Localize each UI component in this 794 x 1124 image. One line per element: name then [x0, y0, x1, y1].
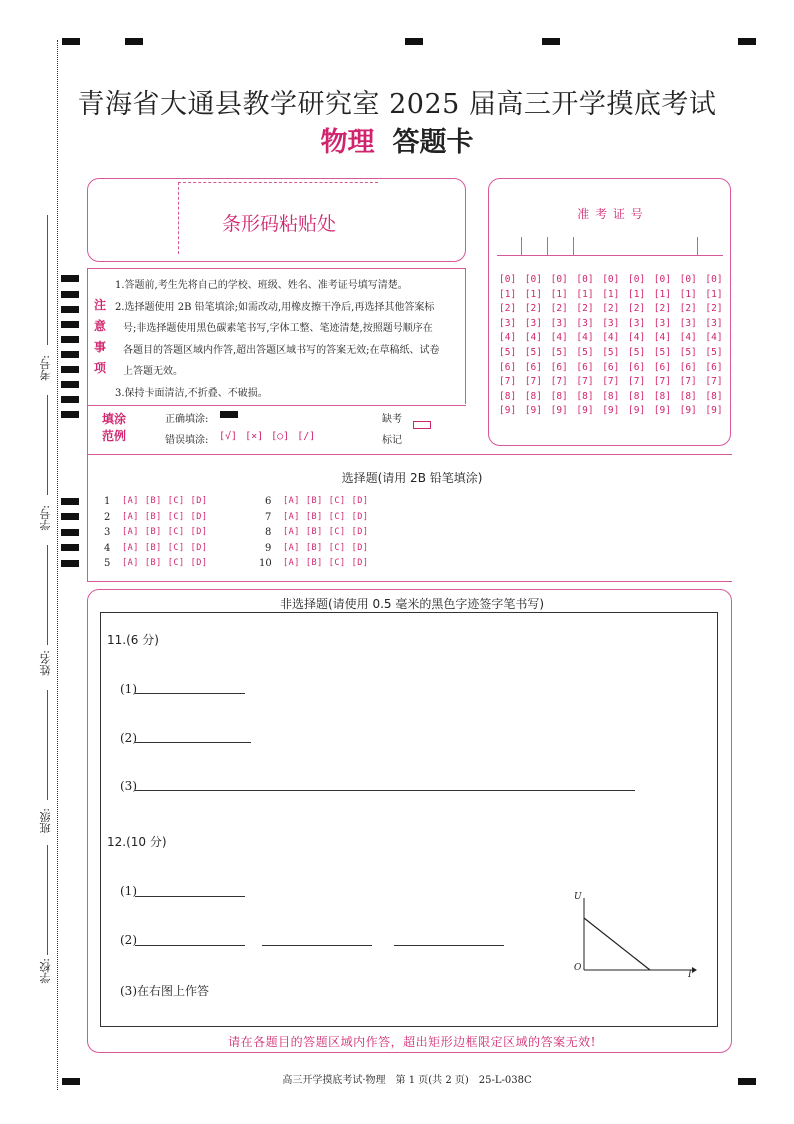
choice-option-bubble[interactable]: [B] [305, 558, 323, 568]
exam-id-bubble[interactable]: [1] [550, 288, 568, 300]
choice-option-bubble[interactable]: [A] [122, 496, 139, 506]
school-label: 学校: [39, 958, 52, 984]
exam-id-bubble[interactable]: [4] [602, 332, 620, 344]
exam-id-bubble[interactable]: [2] [499, 303, 517, 315]
exam-id-bubble[interactable]: [6] [499, 361, 517, 373]
exam-id-bubble[interactable]: [8] [705, 390, 723, 402]
exam-title: 青海省大通县教学研究室 2025 届高三开学摸底考试 [77, 89, 717, 120]
exam-id-bubble[interactable]: [0] [576, 274, 594, 285]
q12-part2-line-a[interactable] [135, 945, 245, 946]
position-mark [542, 38, 560, 45]
question-number: 7 [265, 511, 272, 523]
exam-id-bubble[interactable]: [2] [679, 303, 697, 315]
choice-option-bubble[interactable]: [B] [144, 511, 162, 522]
exam-id-bubble[interactable]: [0] [628, 274, 646, 285]
exam-id-bubble[interactable]: [3] [576, 317, 594, 329]
exam-id-write-row[interactable] [497, 237, 723, 256]
correct-fill-label: 正确填涂: [165, 414, 209, 425]
graph-x-label: I [688, 970, 692, 980]
choice-option-bubble[interactable]: [B] [144, 558, 162, 568]
choice-option-bubble[interactable]: [D] [351, 542, 369, 553]
cut-line [57, 40, 58, 1090]
exam-id-bubble[interactable]: [4] [705, 332, 723, 344]
subject-name: 物理 [320, 127, 375, 158]
exam-id-bubble[interactable]: [5] [524, 347, 542, 358]
exam-id-bubble[interactable]: [9] [653, 405, 671, 417]
exam-id-bubble[interactable]: [5] [576, 347, 594, 358]
exam-id-bubble[interactable]: [8] [679, 390, 697, 402]
exam-id-bubble[interactable]: [3] [524, 317, 542, 329]
choice-title: 选择题(请用 2B 铅笔填涂) [341, 471, 483, 485]
position-mark [738, 38, 756, 45]
exam-id-bubble[interactable]: [2] [550, 303, 568, 315]
exam-id-bubble[interactable]: [4] [628, 332, 646, 344]
exam-id-bubble[interactable]: [0] [602, 274, 620, 285]
page-footer: 高三开学摸底考试·物理 第 1 页(共 2 页) 25-L-038C [282, 1075, 532, 1086]
exam-id-bubble[interactable]: [7] [679, 376, 697, 388]
exam-id-bubble[interactable]: [3] [653, 317, 671, 329]
nonchoice-title: 非选择题(请使用 0.5 毫米的黑色字迹签字笔书写) [279, 597, 545, 611]
absent-label1: 缺考 [382, 414, 402, 425]
choice-option-bubble[interactable]: [C] [328, 542, 346, 553]
exam-id-bubble[interactable]: [9] [628, 405, 646, 417]
exam-id-bubble[interactable]: [2] [705, 303, 723, 315]
exam-id-bubble[interactable]: [9] [705, 405, 723, 417]
question-number: 3 [104, 527, 111, 538]
exam-id-bubble[interactable]: [5] [550, 347, 568, 358]
exam-id-bubble[interactable]: [3] [679, 317, 697, 329]
choice-option-bubble[interactable]: [B] [144, 496, 162, 506]
exam-id-bubble[interactable]: [8] [550, 390, 568, 402]
choice-question-row[interactable] [104, 512, 207, 523]
fill-example-label2: 范例 [102, 429, 127, 443]
choice-option-bubble[interactable]: [C] [328, 496, 346, 506]
choice-option-bubble[interactable]: [B] [305, 511, 323, 522]
question-number: 5 [104, 558, 111, 569]
q11-part3: (3) [120, 779, 137, 793]
choice-question-row[interactable] [265, 543, 368, 554]
fill-example-label1: 填涂 [102, 412, 127, 426]
q12-part1-line[interactable] [135, 896, 245, 897]
choice-option-bubble[interactable]: [C] [328, 511, 346, 522]
choice-option-bubble[interactable]: [C] [167, 511, 185, 522]
exam-id-bubble[interactable]: [0] [524, 274, 542, 285]
exam-id-bubble[interactable]: [4] [679, 332, 697, 344]
exam-no-line [47, 215, 48, 345]
exam-id-bubble[interactable]: [9] [602, 405, 620, 417]
exam-id-bubble[interactable]: [0] [679, 274, 697, 285]
choice-option-bubble[interactable]: [B] [305, 542, 323, 553]
exam-id-bubble[interactable]: [5] [602, 347, 620, 358]
exam-id-bubble[interactable]: [2] [653, 303, 671, 315]
choice-option-bubble[interactable]: [B] [144, 527, 162, 537]
q11-part3-line[interactable] [135, 790, 635, 791]
exam-id-bubble[interactable]: [5] [628, 347, 646, 358]
q11-label: 11.(6 分) [107, 633, 159, 647]
answer-warning: 请在各题目的答题区域内作答，超出矩形边框限定区域的答案无效! [228, 1035, 596, 1049]
q12-part2-line-b[interactable] [262, 945, 372, 946]
choice-option-bubble[interactable]: [A] [122, 527, 139, 537]
choice-question-row[interactable] [104, 527, 207, 538]
choice-option-bubble[interactable]: [D] [351, 558, 369, 568]
choice-option-bubble[interactable]: [A] [122, 511, 139, 522]
exam-id-bubble[interactable]: [8] [653, 390, 671, 402]
name-label: 姓名: [39, 650, 52, 676]
choice-question-row[interactable] [104, 496, 207, 507]
exam-id-bubble[interactable]: [7] [499, 376, 517, 388]
q12-part2: (2) [120, 933, 137, 947]
barcode-label: 条形码粘贴处 [222, 213, 337, 235]
exam-id-bubble[interactable]: [7] [705, 376, 723, 388]
notice-label: 注 意 事 项 [94, 298, 107, 375]
exam-id-bubble[interactable]: [4] [653, 332, 671, 344]
exam-id-bubble[interactable]: [1] [653, 288, 671, 300]
choice-option-bubble[interactable]: [A] [283, 527, 300, 537]
exam-id-bubble[interactable]: [2] [524, 303, 542, 315]
choice-option-bubble[interactable]: [C] [167, 542, 185, 553]
wrong-fill-label: 错误填涂: [165, 435, 209, 446]
exam-id-bubble[interactable]: [7] [576, 376, 594, 388]
exam-id-bubble[interactable]: [2] [628, 303, 646, 315]
choice-option-bubble[interactable]: [D] [351, 527, 369, 537]
exam-id-bubble[interactable]: [2] [602, 303, 620, 315]
exam-id-bubble[interactable]: [5] [653, 347, 671, 358]
exam-id-bubble[interactable]: [6] [524, 361, 542, 373]
q12-label: 12.(10 分) [107, 835, 167, 849]
question-number: 10 [259, 558, 272, 569]
exam-id-bubble[interactable]: [1] [628, 288, 646, 300]
graph-origin-label: O [574, 963, 582, 973]
absent-label2: 标记 [382, 435, 402, 446]
exam-id-bubble[interactable]: [3] [602, 317, 620, 329]
exam-id-bubble[interactable]: [0] [705, 274, 723, 285]
choice-option-bubble[interactable]: [B] [144, 542, 162, 553]
barcode-area [87, 178, 466, 262]
choice-option-bubble[interactable]: [A] [283, 496, 300, 506]
choice-option-bubble[interactable]: [D] [190, 558, 208, 568]
absent-checkbox[interactable] [413, 421, 431, 429]
q11-part1-line[interactable] [135, 693, 245, 694]
exam-id-bubble[interactable]: [0] [499, 274, 517, 285]
q12-part3: (3)在右图上作答 [120, 984, 209, 998]
exam-id-bubble[interactable]: [9] [576, 405, 594, 417]
exam-id-bubble[interactable]: [1] [705, 288, 723, 300]
graph-line [584, 918, 650, 970]
choice-question-row[interactable] [104, 558, 207, 569]
exam-id-bubble[interactable]: [9] [550, 405, 568, 417]
notice-text: 1.答题前,考生先将自己的学校、班级、姓名、准考证号填写清楚。 2.选择题使用 2B 铅笔填涂;如需改动,用橡皮擦干净后,再选择其他答案标 号;非选择题使用黑色碳素笔书写,字体工整、笔迹清楚,按照题号顺序在 各题目的答题区域内作答,超出答题区域书写的答案无效;在草稿纸、试卷 上答题无效。 3.保持卡面清洁,不折叠、不破损。 [115, 280, 440, 399]
position-mark [125, 38, 143, 45]
correct-fill-mark [220, 411, 238, 418]
question-number: 2 [104, 511, 111, 523]
graph-y-label: U [574, 892, 582, 902]
exam-id-bubble[interactable]: [8] [499, 390, 517, 402]
q11-part2-line[interactable] [135, 742, 251, 743]
exam-id-bubble[interactable]: [4] [550, 332, 568, 344]
q12-part1: (1) [120, 884, 137, 898]
choice-option-bubble[interactable]: [C] [167, 496, 185, 506]
choice-option-bubble[interactable]: [A] [283, 558, 300, 568]
exam-id-bubble[interactable]: [6] [550, 361, 568, 373]
exam-id-bubble[interactable]: [4] [499, 332, 517, 344]
exam-id-bubble[interactable]: [6] [628, 361, 646, 373]
exam-id-bubble[interactable]: [5] [679, 347, 697, 358]
choice-question-row[interactable] [265, 512, 368, 523]
exam-id-bubble[interactable]: [8] [602, 390, 620, 402]
exam-id-bubble[interactable]: [7] [550, 376, 568, 388]
choice-option-bubble[interactable]: [D] [190, 527, 208, 537]
exam-id-bubble[interactable]: [0] [550, 274, 568, 285]
exam-no-label: 考号: [39, 355, 52, 381]
exam-id-bubble[interactable]: [8] [524, 390, 542, 402]
q11-part2: (2) [120, 731, 137, 745]
exam-id-bubble[interactable]: [1] [602, 288, 620, 300]
exam-id-bubble[interactable]: [6] [705, 361, 723, 373]
exam-id-bubble[interactable]: [1] [576, 288, 594, 300]
question-number: 1 [104, 496, 111, 507]
exam-id-bubble[interactable]: [4] [524, 332, 542, 344]
exam-id-title: 准 考 证 号 [577, 207, 644, 221]
choice-question-row[interactable] [259, 558, 369, 569]
exam-id-bubble[interactable]: [7] [628, 376, 646, 388]
exam-id-bubble[interactable]: [8] [576, 390, 594, 402]
choice-option-bubble[interactable]: [B] [305, 527, 323, 537]
exam-id-bubble[interactable]: [6] [653, 361, 671, 373]
exam-id-bubble[interactable]: [5] [705, 347, 723, 358]
exam-id-bubble[interactable]: [1] [499, 288, 517, 300]
question-number: 8 [265, 527, 272, 538]
q12-part2-line-c[interactable] [394, 945, 504, 946]
exam-id-bubble[interactable]: [3] [705, 317, 723, 329]
student-no-label: 学号: [39, 505, 52, 531]
choice-option-bubble[interactable]: [A] [283, 542, 300, 553]
choice-question-row[interactable] [265, 496, 368, 507]
school-line [47, 845, 48, 955]
exam-id-bubble[interactable]: [9] [524, 405, 542, 417]
question-number: 4 [104, 542, 111, 554]
exam-id-bubble[interactable]: [8] [628, 390, 646, 402]
choice-option-bubble[interactable]: [A] [122, 558, 139, 568]
exam-id-bubble[interactable]: [9] [679, 405, 697, 417]
exam-id-bubble[interactable]: [1] [524, 288, 542, 300]
choice-option-bubble[interactable]: [C] [328, 527, 346, 537]
exam-id-bubble[interactable]: [7] [602, 376, 620, 388]
exam-id-bubble[interactable]: [3] [628, 317, 646, 329]
exam-id-bubble[interactable]: [1] [679, 288, 697, 300]
choice-option-bubble[interactable]: [D] [190, 496, 208, 506]
choice-option-bubble[interactable]: [D] [351, 496, 369, 506]
exam-id-bubble[interactable]: [7] [524, 376, 542, 388]
exam-id-bubble[interactable]: [3] [550, 317, 568, 329]
class-line [47, 690, 48, 800]
choice-option-bubble[interactable]: [D] [190, 542, 208, 553]
exam-id-bubble[interactable]: [2] [576, 303, 594, 315]
choice-option-bubble[interactable]: [C] [167, 558, 185, 568]
exam-id-bubble[interactable]: [4] [576, 332, 594, 344]
choice-option-bubble[interactable]: [A] [122, 542, 139, 553]
choice-option-bubble[interactable]: [C] [328, 558, 346, 568]
exam-id-bubble[interactable]: [6] [576, 361, 594, 373]
class-label: 班级: [39, 808, 52, 834]
exam-id-bubble[interactable]: [3] [499, 317, 517, 329]
exam-id-bubble[interactable]: [5] [499, 347, 517, 358]
card-title [0, 120, 794, 159]
exam-id-bubble[interactable]: [7] [653, 376, 671, 388]
question-number: 9 [265, 542, 272, 554]
choice-question-row[interactable] [104, 543, 207, 554]
exam-id-bubble[interactable]: [0] [653, 274, 671, 285]
exam-id-bubble[interactable]: [6] [602, 361, 620, 373]
choice-option-bubble[interactable]: [D] [351, 511, 369, 522]
card-label: 答题卡 [392, 127, 474, 158]
question-number: 6 [265, 496, 272, 507]
ui-graph[interactable] [570, 890, 700, 985]
x-axis-arrow [692, 967, 697, 973]
q11-part1: (1) [120, 682, 137, 696]
exam-id-bubble[interactable]: [9] [499, 405, 517, 417]
choice-option-bubble[interactable]: [C] [167, 527, 185, 537]
choice-question-row[interactable] [265, 527, 368, 538]
position-mark [405, 38, 423, 45]
choice-option-bubble[interactable]: [B] [305, 496, 323, 506]
choice-option-bubble[interactable]: [D] [190, 511, 208, 522]
choice-option-bubble[interactable]: [A] [283, 511, 300, 522]
wrong-fill-marks: [√] [×] [○] [/] [219, 431, 316, 442]
position-mark [62, 38, 80, 45]
exam-id-bubble[interactable]: [6] [679, 361, 697, 373]
